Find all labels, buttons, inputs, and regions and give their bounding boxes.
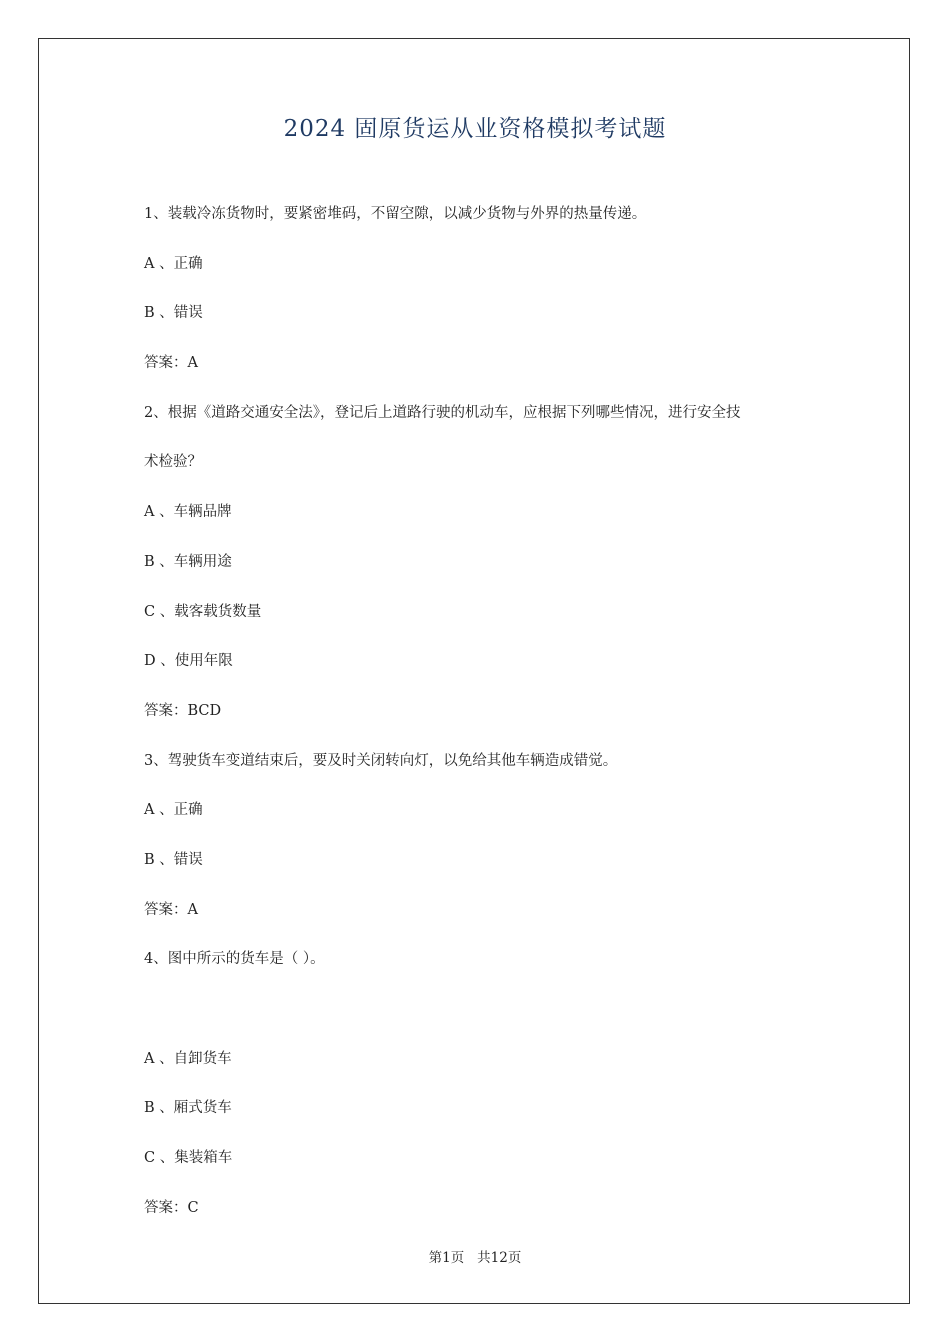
question-3-answer: 答案：A bbox=[144, 901, 198, 918]
question-2-option-b: B 、车辆用途 bbox=[144, 553, 232, 570]
question-3-option-a: A 、正确 bbox=[144, 802, 203, 819]
question-3-text: 3、驾驶货车变道结束后，要及时关闭转向灯，以免给其他车辆造成错觉。 bbox=[144, 752, 618, 769]
question-4-option-c: C 、集装箱车 bbox=[144, 1150, 233, 1167]
question-4-answer: 答案：C bbox=[144, 1199, 199, 1216]
page-footer: 第1页 共12页 bbox=[428, 1250, 522, 1266]
document-title: 2024 固原货运从业资格模拟考试题 bbox=[283, 116, 667, 142]
question-2-text: 2、根据《道路交通安全法》，登记后上道路行驶的机动车，应根据下列哪些情况，进行安全技 bbox=[144, 404, 741, 421]
question-1-option-a: A 、正确 bbox=[144, 255, 203, 272]
question-4-text: 4、图中所示的货车是（ ）。 bbox=[144, 951, 325, 968]
question-1-option-b: B 、错误 bbox=[144, 305, 203, 322]
question-1-text: 1、装载冷冻货物时，要紧密堆码，不留空隙，以减少货物与外界的热量传递。 bbox=[144, 206, 647, 222]
question-2-text-continued: 术检验？ bbox=[144, 454, 202, 471]
question-4-option-b: B 、厢式货车 bbox=[144, 1100, 232, 1117]
question-3-option-b: B 、错误 bbox=[144, 851, 203, 868]
question-4-option-a: A 、自卸货车 bbox=[144, 1050, 232, 1067]
question-2-option-a: A 、车辆品牌 bbox=[144, 504, 232, 521]
question-2-option-d: D 、使用年限 bbox=[144, 653, 233, 670]
question-1-answer: 答案：A bbox=[144, 355, 198, 372]
question-2-answer: 答案：BCD bbox=[144, 702, 222, 719]
question-2-option-c: C 、载客载货数量 bbox=[144, 603, 262, 620]
question-4-image-placeholder bbox=[144, 991, 824, 1041]
question-list bbox=[144, 196, 824, 1239]
